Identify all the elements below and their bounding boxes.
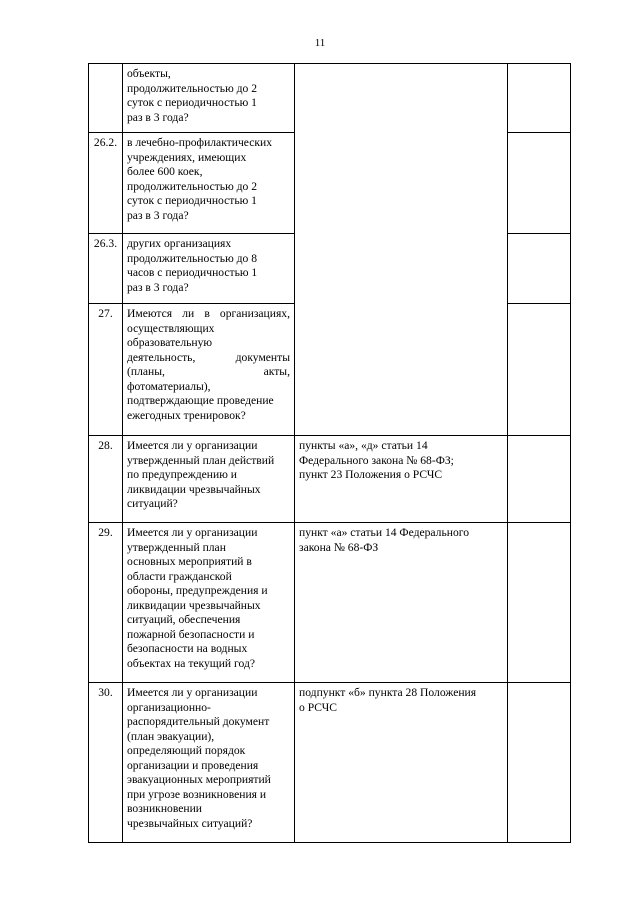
question-line: ежегодных тренировок? [127, 408, 246, 422]
row-number: 27. [89, 304, 123, 436]
reference-cell [295, 64, 508, 436]
question-line [127, 365, 290, 380]
question-line: чрезвычайных ситуаций? [127, 816, 253, 830]
question-line: ситуаций, обеспечения [127, 613, 241, 626]
row-number [89, 64, 123, 133]
question-line: объекты, [127, 67, 171, 80]
row-number: 28. [89, 436, 123, 523]
question-cell [123, 64, 295, 133]
question-cell [123, 234, 295, 304]
reference-line: закона № 68-ФЗ [299, 540, 379, 554]
question-line: осуществляющих [127, 321, 215, 335]
row-number: 26.3. [89, 234, 123, 304]
question-line: организационно- [127, 700, 211, 714]
table-row [89, 64, 571, 133]
question-line: Имеется ли у организации [127, 526, 258, 539]
answer-cell [508, 436, 571, 523]
question-line: эвакуационных мероприятий [127, 773, 271, 786]
question-cell [123, 683, 295, 843]
question-cell [123, 523, 295, 683]
question-line: распорядительный документ [127, 715, 270, 728]
question-line: ликвидации чрезвычайных [127, 482, 261, 496]
question-line: фотоматериалы), [127, 379, 211, 393]
question-line: Имеется ли у организации [127, 686, 258, 699]
word: деятельность, [127, 350, 196, 364]
question-line: обороны, предупреждения и [127, 584, 268, 597]
question-line [127, 307, 290, 322]
question-line: пожарной безопасности и [127, 627, 255, 641]
answer-cell [508, 523, 571, 683]
answer-cell [508, 234, 571, 304]
question-line: продолжительностью до 2 [127, 81, 258, 95]
reference-cell [295, 683, 508, 843]
table-row [89, 436, 571, 523]
reference-cell [295, 523, 508, 683]
question-line: безопасности на водных [127, 642, 248, 655]
question-line: по предупреждению и [127, 468, 237, 481]
word: организациях, [219, 307, 290, 320]
checklist-table [88, 63, 571, 843]
row-number: 29. [89, 523, 123, 683]
question-line: в лечебно-профилактических [127, 136, 272, 149]
question-line: раз в 3 года? [127, 280, 189, 294]
question-line: ситуаций? [127, 497, 178, 510]
reference-line: о РСЧС [299, 700, 337, 714]
question-line: (план эвакуации), [127, 729, 215, 743]
question-cell [123, 436, 295, 523]
question-line: продолжительностью до 2 [127, 179, 258, 193]
reference-line: пункт «а» статьи 14 Федерального [299, 526, 470, 539]
question-line: часов с периодичностью 1 [127, 266, 258, 279]
row-number: 26.2. [89, 133, 123, 234]
question-line: суток с периодичностью 1 [127, 96, 257, 109]
question-cell [123, 133, 295, 234]
question-line: утвержденный план [127, 540, 226, 554]
question-line: Имеется ли у организации [127, 439, 258, 452]
word: Имеются [127, 307, 173, 320]
word: документы [235, 350, 290, 364]
question-line: учреждениях, имеющих [127, 150, 247, 164]
question-line: организации и проведения [127, 758, 259, 772]
question-line: области гражданской [127, 569, 232, 583]
question-line: суток с периодичностью 1 [127, 194, 257, 207]
table-row [89, 523, 571, 683]
answer-cell [508, 133, 571, 234]
word: в [204, 307, 210, 320]
question-line: ликвидации чрезвычайных [127, 598, 261, 612]
row-number: 30. [89, 683, 123, 843]
reference-cell [295, 436, 508, 523]
question-line: раз в 3 года? [127, 208, 189, 222]
answer-cell [508, 683, 571, 843]
question-line [127, 351, 290, 366]
question-line: основных мероприятий в [127, 555, 252, 568]
word: акты, [263, 365, 290, 378]
question-line: других организациях [127, 237, 232, 250]
question-line: при угрозе возникновения и [127, 787, 267, 801]
answer-cell [508, 304, 571, 436]
question-line: продолжительностью до 8 [127, 251, 258, 265]
reference-line: Федерального закона № 68-ФЗ; [299, 453, 454, 467]
reference-line: подпункт «б» пункта 28 Положения [299, 686, 477, 699]
question-line: раз в 3 года? [127, 110, 189, 124]
question-line: подтверждающие проведение [127, 394, 274, 407]
question-line: объектах на текущий год? [127, 656, 256, 670]
word: ли [182, 307, 195, 320]
question-line: утвержденный план действий [127, 453, 275, 467]
reference-line: пункт 23 Положения о РСЧС [299, 468, 443, 481]
question-line: образовательную [127, 336, 213, 349]
question-line: возникновении [127, 802, 202, 815]
table-row [89, 683, 571, 843]
reference-line: пункты «а», «д» статьи 14 [299, 439, 428, 452]
page-number: 11 [314, 37, 326, 49]
question-line: более 600 коек, [127, 165, 203, 178]
question-line: определяющий порядок [127, 744, 246, 757]
question-cell [123, 304, 295, 436]
word: (планы, [127, 365, 165, 378]
answer-cell [508, 64, 571, 133]
